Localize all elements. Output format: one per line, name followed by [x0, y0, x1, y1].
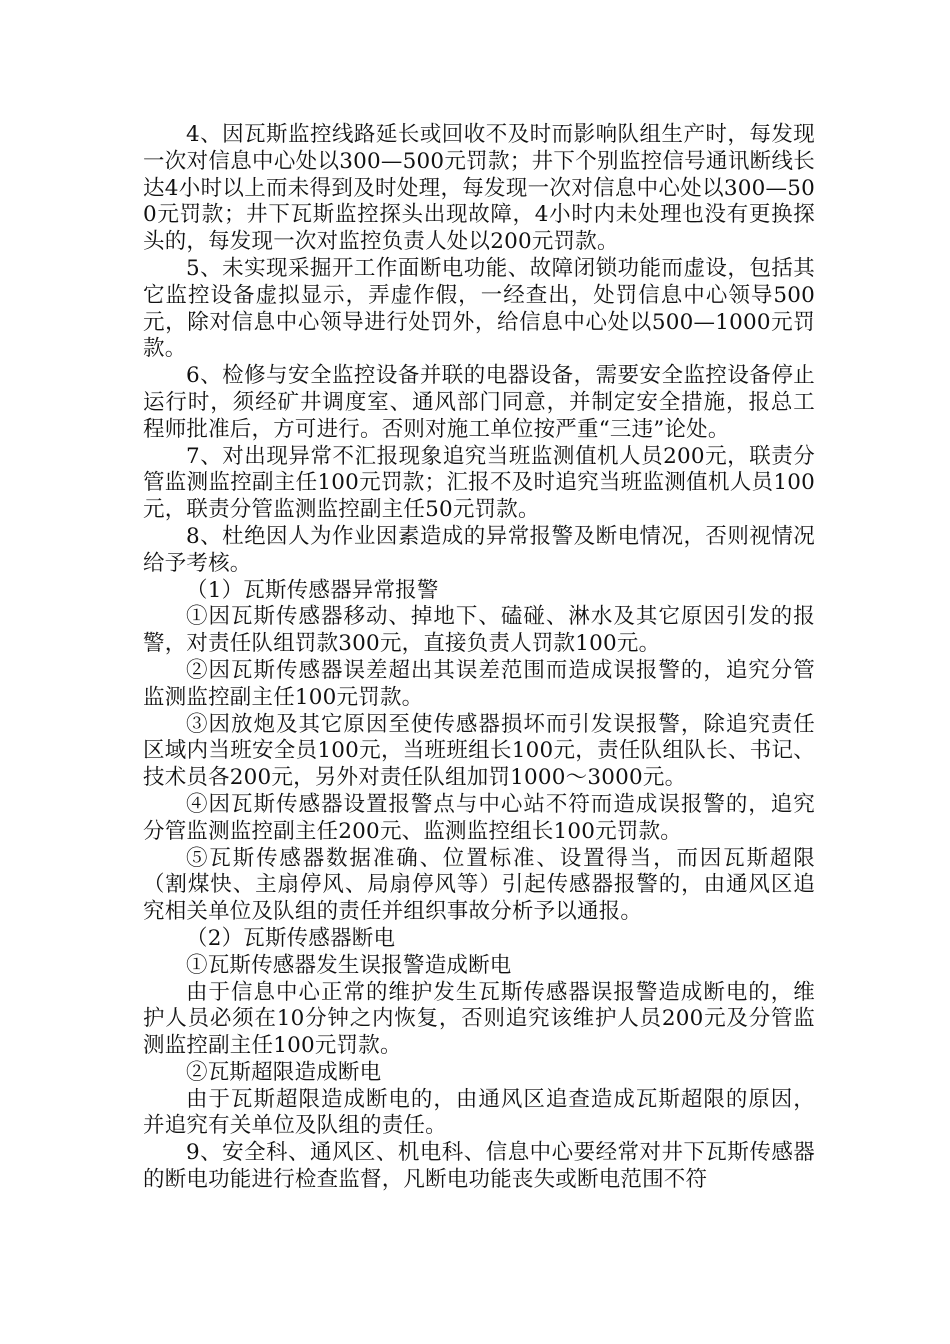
paragraph-item-4: 4、因瓦斯监控线路延长或回收不及时而影响队组生产时，每发现一次对信息中心处以300—500元罚款；井下个别监控信号通讯断线长达4小时以上而未得到及时处理，每发现一次对信息中心处以300—500元罚款；井下瓦斯监控探头出现故障，4小时内未处理也没有更换探头的，每发现一次对监控负责人处以200元罚款。: [143, 122, 815, 255]
document-body: [143, 122, 815, 1194]
paragraph-item-9: 9、安全科、通风区、机电科、信息中心要经常对井下瓦斯传感器的断电功能进行检查监督，凡断电功能丧失或断电范围不符: [143, 1140, 815, 1193]
subheading-gas-sensor-power-cut: （2）瓦斯传感器断电: [186, 925, 396, 951]
paragraph-item-6: 6、检修与安全监控设备并联的电器设备，需要安全监控设备停止运行时，须经矿井调度室、通风部门同意，并制定安全措施，报总工程师批准后，方可进行。否则对施工单位按严重“三违”论处。: [143, 363, 815, 442]
list-item-alarm-1: ①因瓦斯传感器移动、掉地下、磕碰、淋水及其它原因引发的报警，对责任队组罚款300元，直接负责人罚款100元。: [143, 604, 815, 657]
paragraph-power-cut-2-detail: 由于瓦斯超限造成断电的，由通风区追查造成瓦斯超限的原因，并追究有关单位及队组的责任。: [143, 1086, 815, 1139]
subheading-gas-sensor-alarm: （1）瓦斯传感器异常报警: [186, 577, 439, 603]
paragraph-power-cut-1-detail: 由于信息中心正常的维护发生瓦斯传感器误报警造成断电的，维护人员必须在10分钟之内恢复，否则追究该维护人员200元及分管监测监控副主任100元罚款。: [143, 979, 815, 1059]
list-item-power-cut-1: ①瓦斯传感器发生误报警造成断电: [186, 952, 512, 978]
list-item-alarm-5: ⑤瓦斯传感器数据准确、位置标准、设置得当，而因瓦斯超限（割煤快、主扇停风、局扇停风等）引起传感器报警的，由通风区追究相关单位及队组的责任并组织事故分析予以通报。: [143, 845, 815, 925]
paragraph-item-8: 8、杜绝因人为作业因素造成的异常报警及断电情况，否则视情况给予考核。: [143, 523, 815, 576]
list-item-alarm-3: ③因放炮及其它原因至使传感器损坏而引发误报警，除追究责任区域内当班安全员100元，当班班组长100元，责任队组队长、书记、技术员各200元，另外对责任队组加罚1000～3000元。: [143, 711, 815, 791]
list-item-power-cut-2: ②瓦斯超限造成断电: [186, 1059, 382, 1085]
paragraph-item-7: 7、对出现异常不汇报现象追究当班监测值机人员200元，联责分管监测监控副主任100元罚款；汇报不及时追究当班监测值机人员100元，联责分管监测监控副主任50元罚款。: [143, 443, 815, 523]
list-item-alarm-2: ②因瓦斯传感器误差超出其误差范围而造成误报警的，追究分管监测监控副主任100元罚款。: [143, 657, 815, 710]
list-item-alarm-4: ④因瓦斯传感器设置报警点与中心站不符而造成误报警的，追究分管监测监控副主任200元、监测监控组长100元罚款。: [143, 791, 815, 844]
paragraph-item-5: 5、未实现采掘开工作面断电功能、故障闭锁功能而虚设，包括其它监控设备虚拟显示，弄虚作假，一经查出，处罚信息中心领导500元，除对信息中心领导进行处罚外，给信息中心处以500—1000元罚款。: [143, 255, 815, 362]
